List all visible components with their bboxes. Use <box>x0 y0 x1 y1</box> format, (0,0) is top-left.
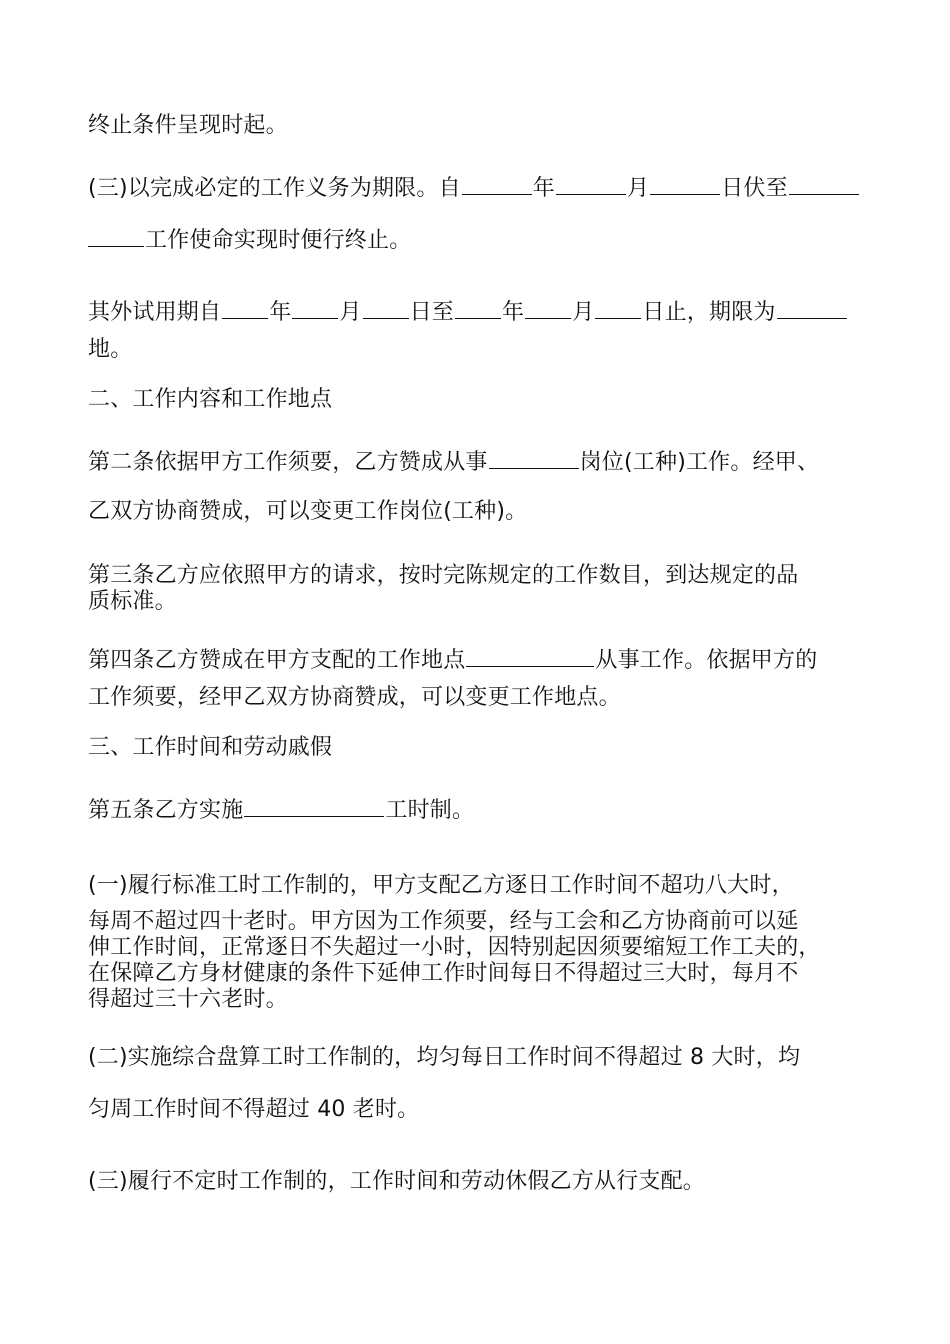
blank-field-start-month[interactable] <box>292 298 338 319</box>
paragraph-article-3-line1: 第三条乙方应依照甲方的请求，按时完陈规定的工作数目，到达规定的品 <box>88 563 799 588</box>
paragraph-comprehensive-hours: (二)实施综合盘算工时工作制的，均匀每日工作时间不得超过 8 大时，均 <box>88 1045 801 1070</box>
blank-field-position[interactable] <box>489 448 579 469</box>
paragraph-overtime-line4: 得超过三十六老时。 <box>88 987 288 1012</box>
blank-field-task[interactable] <box>88 226 144 247</box>
paragraph-overtime-line2: 伸工作时间，正常逐日不失超过一小时，因特别起因须要缩短工作工夫的， <box>88 935 821 960</box>
paragraph-probation: 其外试用期自 年 月 日至 年 月 日止，期限为 <box>88 298 848 327</box>
paragraph-overtime-line3: 在保障乙方身材健康的条件下延伸工作时间每日不得超过三大时，每月不 <box>88 961 799 986</box>
paragraph-probation-end: 地。 <box>88 337 133 362</box>
blank-field-end-year[interactable] <box>455 298 501 319</box>
blank-field-until[interactable] <box>789 174 859 195</box>
paragraph-flexible-hours: (三)履行不定时工作制的，工作时间和劳动休假乙方从行支配。 <box>88 1169 705 1194</box>
blank-field-start-year[interactable] <box>222 298 268 319</box>
paragraph-article-4: 第四条乙方赞成在甲方支配的工作地点 从事工作。依据甲方的 <box>88 648 818 673</box>
paragraph-article-2: 第二条依据甲方工作须要，乙方赞成从事 岗位(工种)工作。经甲、 <box>88 450 820 475</box>
paragraph-article-5: 第五条乙方实施 工时制。 <box>88 798 475 823</box>
paragraph-termination-condition: 终止条件呈现时起。 <box>88 113 288 138</box>
blank-field-month[interactable] <box>556 174 626 195</box>
blank-field-work-hours-system[interactable] <box>244 796 384 817</box>
blank-field-start-day[interactable] <box>363 298 409 319</box>
blank-field-location[interactable] <box>466 646 594 667</box>
blank-field-end-day[interactable] <box>595 298 641 319</box>
paragraph-task-completion: 工作使命实现时便行终止。 <box>88 226 411 255</box>
blank-field-day[interactable] <box>650 174 720 195</box>
paragraph-article-3-line2: 质标准。 <box>88 589 177 614</box>
paragraph-overtime-line1: 每周不超过四十老时。甲方因为工作须要，经与工会和乙方协商前可以延 <box>88 909 799 934</box>
section-heading-work-content: 二、工作内容和工作地点 <box>88 387 333 412</box>
blank-field-year[interactable] <box>462 174 532 195</box>
paragraph-article-2-cont: 乙双方协商赞成，可以变更工作岗位(工种)。 <box>88 499 528 524</box>
section-heading-work-time: 三、工作时间和劳动戚假 <box>88 735 333 760</box>
paragraph-standard-hours: (一)履行标准工时工作制的，甲方支配乙方逐日工作时间不超功八大时， <box>88 873 794 898</box>
blank-field-end-month[interactable] <box>525 298 571 319</box>
blank-field-duration[interactable] <box>777 298 847 319</box>
paragraph-comprehensive-hours-cont: 匀周工作时间不得超过 40 老时。 <box>88 1097 420 1122</box>
paragraph-article-4-cont: 工作须要，经甲乙双方协商赞成，可以变更工作地点。 <box>88 685 621 710</box>
paragraph-task-term: (三)以完成必定的工作义务为期限。自 年 月 日伏至 <box>88 174 860 203</box>
